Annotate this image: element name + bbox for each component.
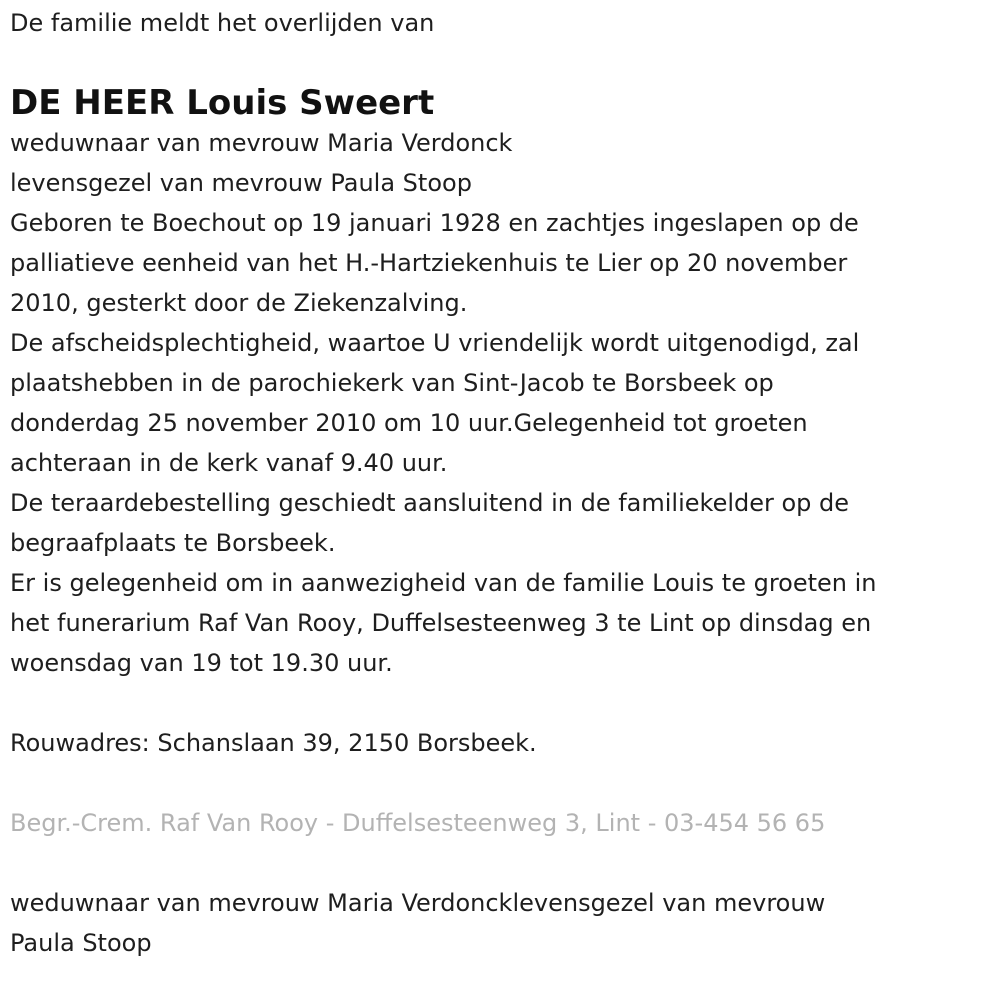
relation-line: levensgezel van mevrouw Paula Stoop [10,169,472,197]
body-line: 2010, gesterkt door de Ziekenzalving. [10,289,468,317]
body-line: achteraan in de kerk vanaf 9.40 uur. [10,449,448,477]
body-line: donderdag 25 november 2010 om 10 uur.Gelegenheid tot groeten [10,409,808,437]
body-line: De teraardebestelling geschiedt aansluitend in de familiekelder op de [10,489,850,517]
relation-line: weduwnaar van mevrouw Maria Verdonck [10,129,513,157]
body-line: woensdag van 19 tot 19.30 uur. [10,649,393,677]
spacer [10,763,990,803]
deceased-name: DE HEER Louis Sweert [10,83,435,123]
body-line: De afscheidsplechtigheid, waartoe U vriendelijk wordt uitgenodigd, zal [10,329,860,357]
mourning-address: Rouwadres: Schanslaan 39, 2150 Borsbeek. [10,729,537,757]
body-line: Geboren te Boechout op 19 januari 1928 en zachtjes ingeslapen op de [10,209,859,237]
spacer [10,843,990,883]
intro-text: De familie meldt het overlijden van [10,9,435,37]
summary-line: weduwnaar van mevrouw Maria Verdoncklevensgezel van mevrouw [10,889,826,917]
summary-line: Paula Stoop [10,929,152,957]
body-line: het funerarium Raf Van Rooy, Duffelsesteenweg 3 te Lint op dinsdag en [10,609,872,637]
body-line: palliatieve eenheid van het H.-Hartziekenhuis te Lier op 20 november [10,249,848,277]
funeral-home-info: Begr.-Crem. Raf Van Rooy - Duffelsesteenweg 3, Lint - 03-454 56 65 [10,809,826,837]
body-line: Er is gelegenheid om in aanwezigheid van de familie Louis te groeten in [10,569,877,597]
body-line: begraafplaats te Borsbeek. [10,529,336,557]
spacer [10,683,990,723]
body-line: plaatshebben in de parochiekerk van Sint-Jacob te Borsbeek op [10,369,774,397]
